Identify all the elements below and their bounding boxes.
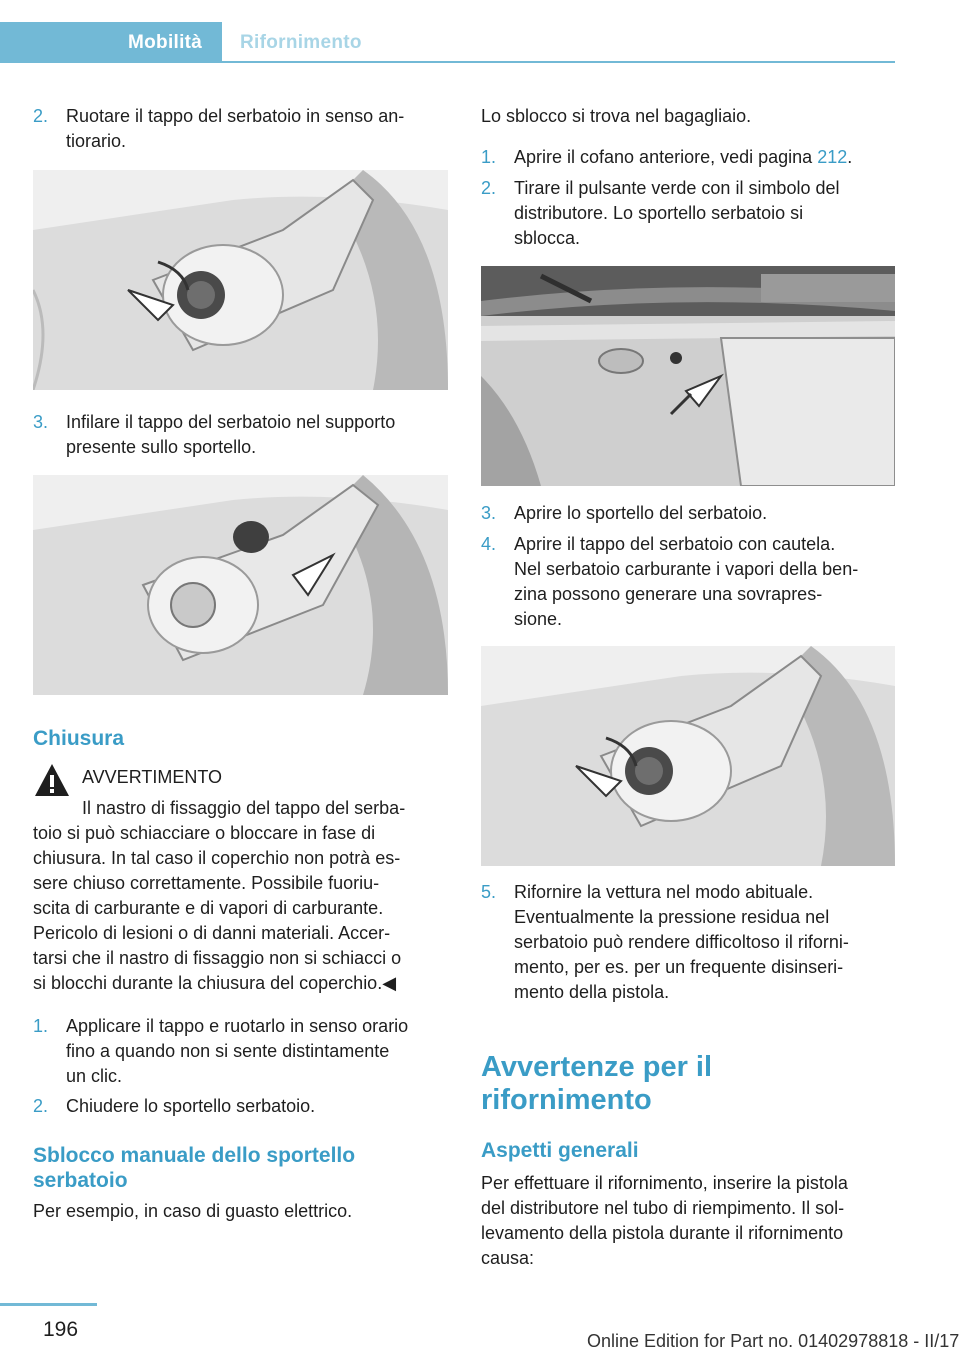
step-number: 1.	[481, 147, 497, 167]
footer-rule	[0, 1303, 97, 1306]
step-number: 4.	[481, 534, 497, 554]
step-text: Aprire lo sportello del serbatoio.	[514, 503, 768, 523]
page-link[interactable]: 212	[817, 147, 848, 167]
step-text: Rifornire la vettura nel modo abituale. Eventualmente la pressione residua nel serbatoio può rendere difficoltoso il riforni‐ mento, per es. per un frequente disinseri‐ mento della pistola.	[514, 882, 849, 1002]
step-text: Chiudere lo sportello serbatoio.	[66, 1096, 316, 1116]
general-text: Per effettuare il rifornimento, inserire la pistola del distributore nel tubo di riempimento. Il sol‐ levamento della pistola durante il rifornimento causa:	[481, 1173, 848, 1268]
step-text	[514, 145, 852, 170]
step-number: 3.	[33, 412, 49, 432]
warning-icon	[33, 760, 71, 804]
figure-open-cap	[481, 646, 895, 866]
figure-rotate-cap	[33, 170, 448, 390]
warning-text: toio si può schiacciare o bloccare in fase di chiusura. In tal caso il coperchio non potrà es‐ sere chiuso correttamente. Possibile fuoriu‐ scita di carburante e di vapori di carburante. Pericolo di lesioni o di danni materiali. Accer‐ tarsi che il nastro di fissaggio non si schiacci o si blocchi durante la chiusura del coperchio.◀	[33, 823, 402, 993]
page-header	[0, 0, 960, 62]
step-number: 2.	[481, 178, 497, 198]
warning-first-line: Il nastro di fissaggio del tappo del serba‐	[82, 798, 406, 818]
step-text: Infilare il tappo del serbatoio nel supporto presente sullo sportello.	[66, 412, 396, 457]
page-number: 196	[43, 1318, 79, 1341]
step-text: Tirare il pulsante verde con il simbolo del distributore. Lo sportello serbatoio si sblocca.	[514, 178, 840, 248]
manual-release-intro: Per esempio, in caso di guasto elettrico.	[33, 1201, 353, 1221]
step-text: Ruotare il tappo del serbatoio in senso an‐ tiorario.	[66, 106, 405, 151]
header-rule	[0, 61, 895, 63]
heading-closing: Chiusura	[33, 727, 125, 750]
step-text: Applicare il tappo e ruotarlo in senso orario fino a quando non si sente distintamente un clic.	[66, 1016, 409, 1086]
heading-manual-release: Sblocco manuale dello sportello serbatoio	[33, 1144, 356, 1192]
warning-title: AVVERTIMENTO	[82, 767, 223, 787]
step-number: 5.	[481, 882, 497, 902]
heading-general: Aspetti generali	[481, 1139, 639, 1162]
step-text-after: .	[847, 147, 853, 167]
step-number: 3.	[481, 503, 497, 523]
step-text-before: Aprire il cofano anteriore, vedi pagina	[514, 147, 818, 167]
step-number: 1.	[33, 1016, 49, 1036]
figure-cap-holder	[33, 475, 448, 695]
heading-refuel-notes: Avvertenze per il rifornimento	[481, 1051, 713, 1116]
release-location: Lo sblocco si trova nel bagagliaio.	[481, 106, 752, 126]
figure-trunk-release	[481, 266, 895, 486]
edition-note: Online Edition for Part no. 01402978818 - II/17	[587, 1331, 960, 1351]
step-number: 2.	[33, 1096, 49, 1116]
subsection-title: Rifornimento	[240, 32, 362, 53]
section-title: Mobilità	[128, 32, 203, 53]
step-number: 2.	[33, 106, 49, 126]
step-text: Aprire il tappo del serbatoio con cautela. Nel serbatoio carburante i vapori della ben‐ zina possono generare una sovrapres‐ sione.	[514, 534, 859, 629]
